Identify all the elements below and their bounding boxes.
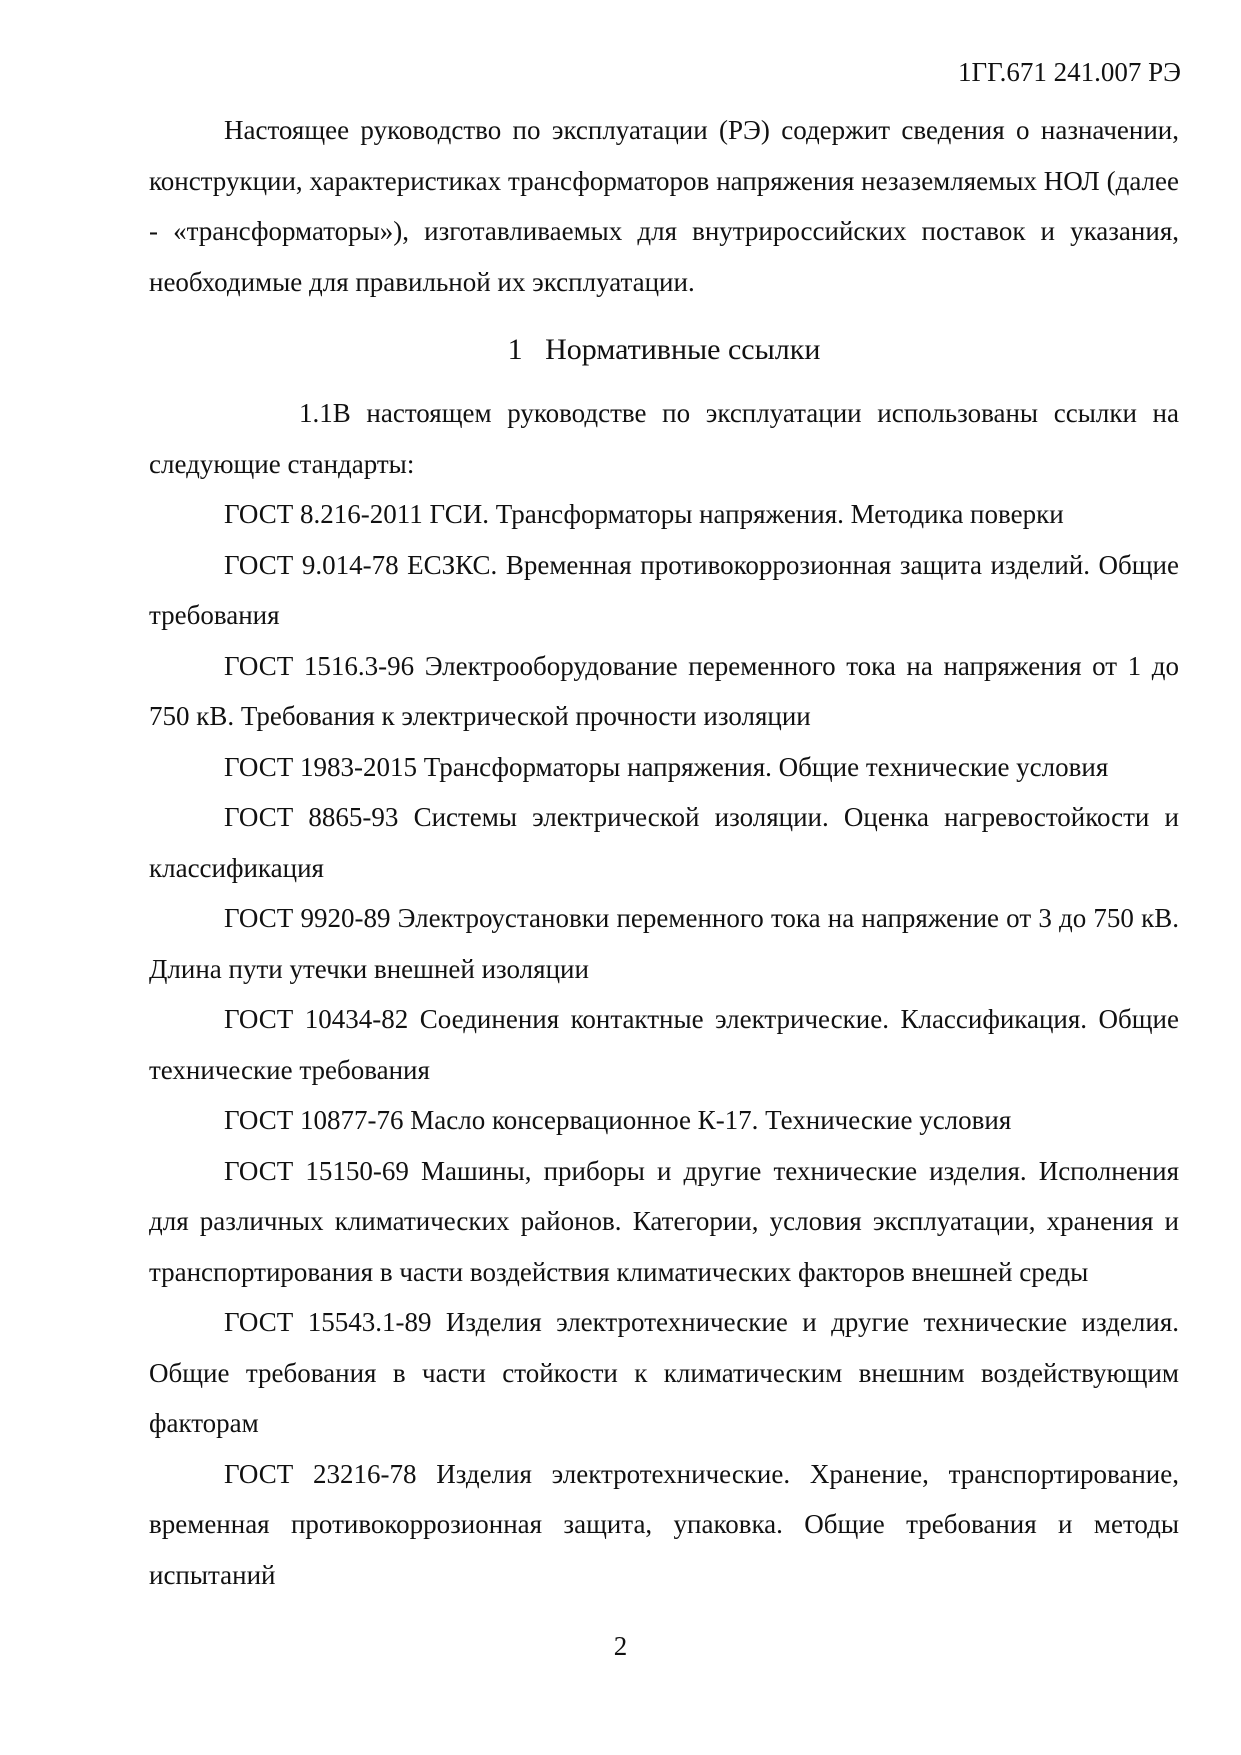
section-heading — [149, 321, 1179, 379]
reference-item: ГОСТ 9.014-78 ЕСЗКС. Временная противокоррозионная защита изделий. Общие требования — [149, 549, 1179, 630]
section-title: Нормативные ссылки — [545, 333, 821, 366]
reference-item: ГОСТ 8865-93 Системы электрической изоляции. Оценка нагревостойкости и классификация — [149, 802, 1179, 883]
reference-item: ГОСТ 15543.1-89 Изделия электротехнические и другие технические изделия. Общие требования в части стойкости к климатическим внешним воздействующим факторам — [149, 1307, 1179, 1438]
page-content — [149, 105, 1179, 1600]
document-code: 1ГГ.671 241.007 РЭ — [957, 57, 1181, 87]
page-number: 2 — [613, 1631, 628, 1661]
clause-number: 1.1 — [299, 398, 333, 428]
clause-text: В настоящем руководстве по эксплуатации использованы ссылки на следующие стандарты: — [149, 398, 1179, 479]
reference-item: ГОСТ 9920-89 Электроустановки переменного тока на напряжение от 3 до 750 кВ. Длина пути утечки внешней изоляции — [149, 903, 1179, 984]
reference-item: ГОСТ 15150-69 Машины, приборы и другие технические изделия. Исполнения для различных климатических районов. Категории, условия эксплуатации, хранения и транспортирования в части воздействия климатических факторов внешней среды — [149, 1155, 1179, 1287]
intro-paragraph: Настоящее руководство по эксплуатации (РЭ) содержит сведения о назначении, конструкции, характеристиках трансформаторов напряжения незаземляемых НОЛ (далее - «трансформаторы»), изготавливаемых для внутрироссийских поставок и указания, необходимые для правильной их эксплуатации. — [149, 115, 1179, 297]
reference-item: ГОСТ 10877-76 Масло консервационное К-17. Технические условия — [224, 1105, 1012, 1135]
reference-item: ГОСТ 1983-2015 Трансформаторы напряжения. Общие технические условия — [224, 751, 1109, 782]
section-number: 1 — [507, 333, 523, 366]
reference-item: ГОСТ 23216-78 Изделия электротехнические. Хранение, транспортирование, временная противокоррозионная защита, упаковка. Общие требования и методы испытаний — [149, 1458, 1179, 1590]
clause-paragraph — [149, 388, 1179, 489]
reference-item: ГОСТ 1516.3-96 Электрооборудование переменного тока на напряжения от 1 до 750 кВ. Требования к электрической прочности изоляции — [149, 650, 1179, 731]
reference-item: ГОСТ 10434-82 Соединения контактные электрические. Классификация. Общие технические требования — [149, 1004, 1179, 1085]
reference-item: ГОСТ 8.216-2011 ГСИ. Трансформаторы напряжения. Методика поверки — [224, 499, 1064, 529]
